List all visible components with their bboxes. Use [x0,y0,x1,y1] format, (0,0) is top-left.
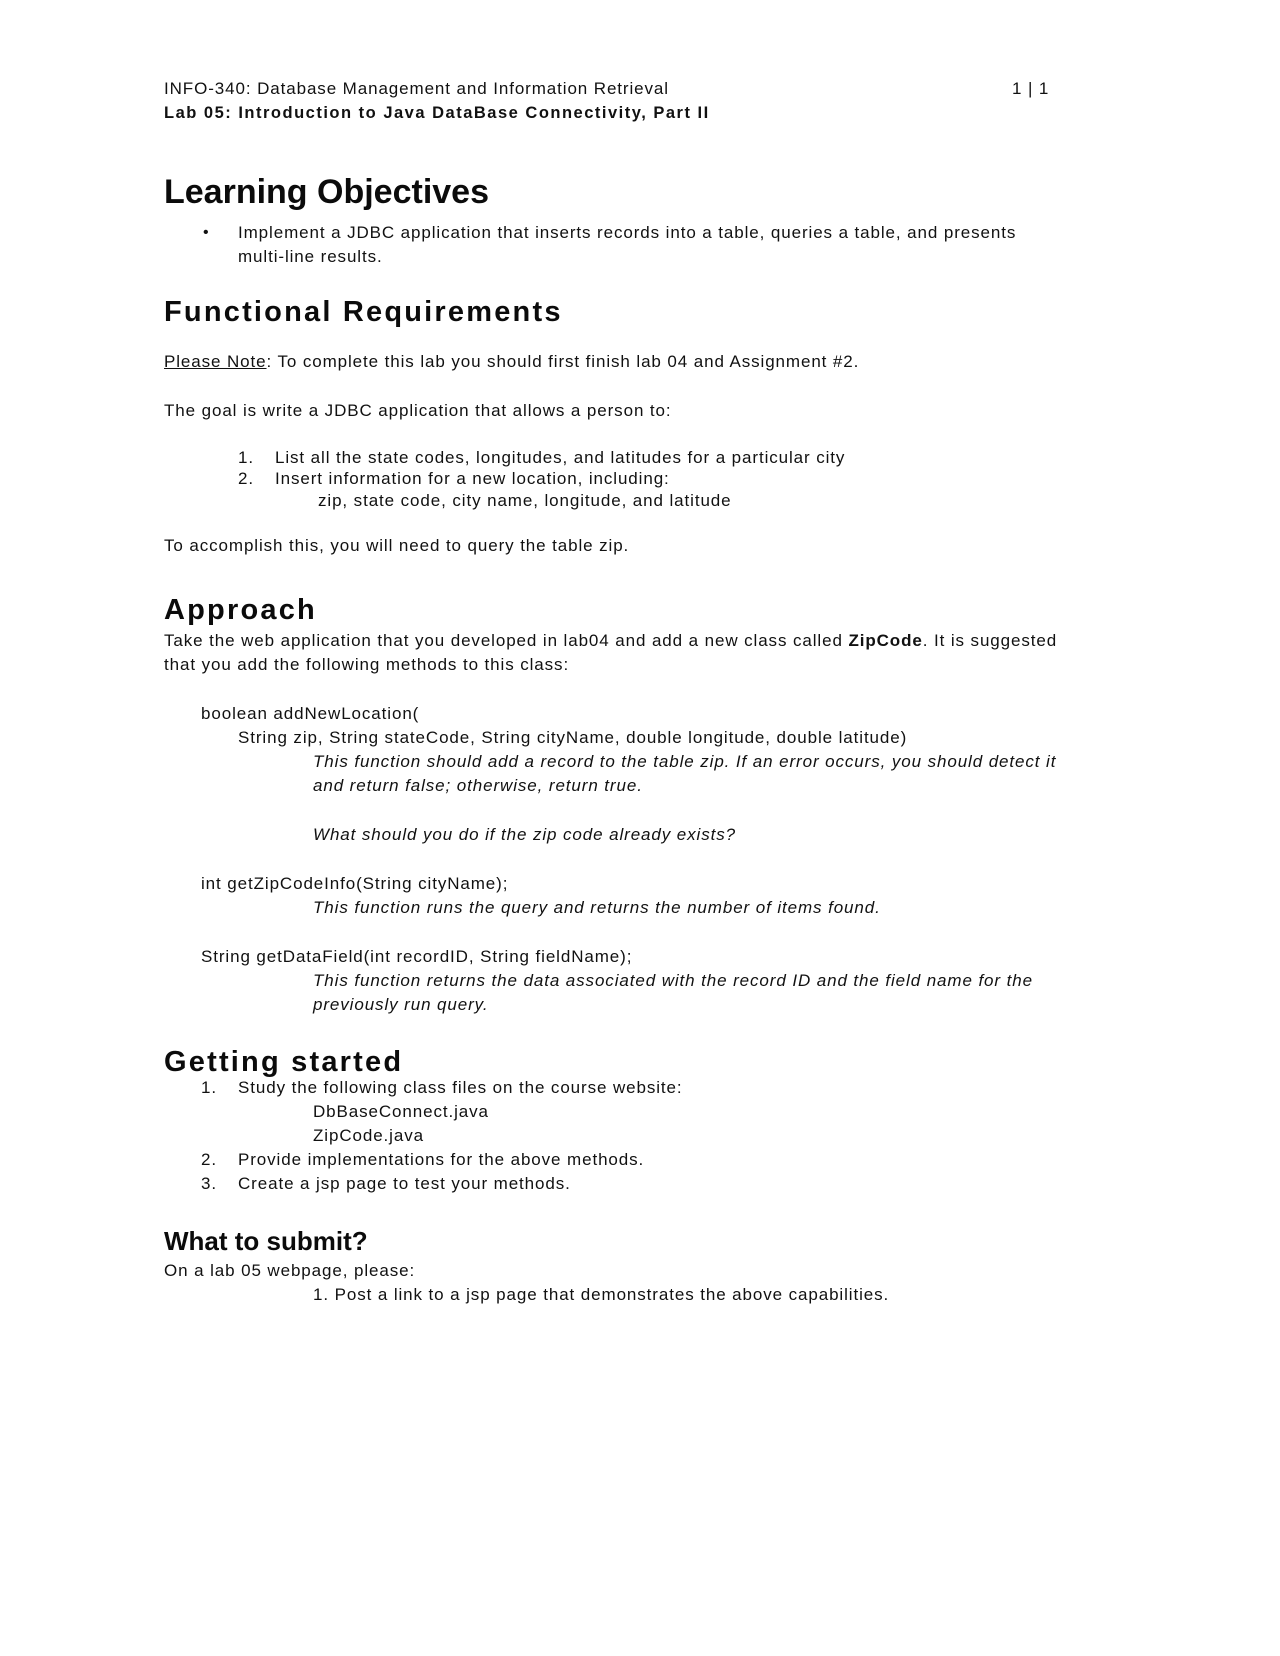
method-1-description-line-1: This function should add a record to the table zip. If an error occurs, you should detect it [313,752,1057,771]
submit-item-1: 1. Post a link to a jsp page that demonstrates the above capabilities. [313,1285,890,1304]
step-2-number: 2. [201,1150,217,1169]
course-title: INFO-340: Database Management and Information Retrieval [164,79,669,98]
class-file-2: ZipCode.java [313,1126,424,1145]
submit-intro: On a lab 05 webpage, please: [164,1261,416,1280]
bullet-icon: • [203,224,209,241]
step-3-number: 3. [201,1174,217,1193]
goal-text: The goal is write a JDBC application that allows a person to: [164,401,672,420]
method-1-signature-line-1: boolean addNewLocation( [201,704,420,723]
requirement-2-text: Insert information for a new location, including: [275,469,670,488]
approach-intro-suffix: . It is suggested [922,631,1058,650]
approach-heading: Approach [164,594,317,626]
approach-intro-line-1 [164,630,1057,652]
class-file-1: DbBaseConnect.java [313,1102,489,1121]
method-1-question: What should you do if the zip code already exists? [313,825,736,844]
approach-intro-line-2: that you add the following methods to this class: [164,655,570,674]
accomplish-text: To accomplish this, you will need to query the table zip. [164,536,630,555]
requirement-1-text: List all the state codes, longitudes, and latitudes for a particular city [275,448,846,467]
zipcode-class-name: ZipCode [848,631,923,650]
step-1-number: 1. [201,1078,217,1097]
lab-title: Lab 05: Introduction to Java DataBase Connectivity, Part II [164,104,710,122]
approach-intro-prefix: Take the web application that you developed in lab04 and add a new class called [164,631,849,650]
page-number: 1 | 1 [1012,79,1050,98]
requirement-2-number: 2. [238,469,254,488]
step-1-text: Study the following class files on the course website: [238,1078,683,1097]
please-note-label: Please Note [164,352,267,371]
please-note-paragraph [164,351,859,373]
method-3-description-line-2: previously run query. [313,995,489,1014]
getting-started-heading: Getting started [164,1046,404,1078]
what-to-submit-heading: What to submit? [164,1226,368,1256]
objective-line-1: Implement a JDBC application that inserts records into a table, queries a table, and presents [238,223,1017,242]
method-1-signature-line-2: String zip, String stateCode, String cityName, double longitude, double latitude) [238,728,908,747]
method-2-description: This function runs the query and returns the number of items found. [313,898,881,917]
step-3-text: Create a jsp page to test your methods. [238,1174,571,1193]
method-1-description-line-2: and return false; otherwise, return true. [313,776,643,795]
objective-line-2: multi-line results. [238,247,383,266]
please-note-text: : To complete this lab you should first finish lab 04 and Assignment #2. [266,352,860,371]
step-2-text: Provide implementations for the above methods. [238,1150,645,1169]
requirement-2-fields: zip, state code, city name, longitude, and latitude [318,491,732,510]
method-2-signature: int getZipCodeInfo(String cityName); [201,874,509,893]
requirement-1-number: 1. [238,448,254,467]
functional-requirements-heading: Functional Requirements [164,296,563,328]
learning-objectives-heading: Learning Objectives [164,173,489,211]
method-3-signature: String getDataField(int recordID, String fieldName); [201,947,633,966]
method-3-description-line-1: This function returns the data associated with the record ID and the field name for the [313,971,1033,990]
